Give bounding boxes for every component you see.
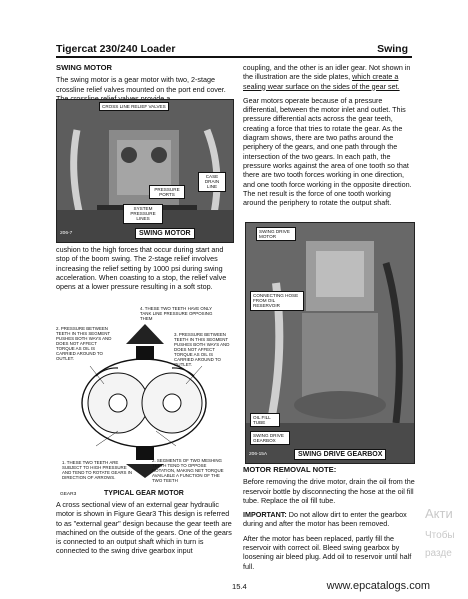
figure-number: 206-7 xyxy=(60,231,73,236)
section-heading: SWING MOTOR xyxy=(56,63,112,72)
gear-motor-diagram xyxy=(56,306,232,481)
swing-motor-photo xyxy=(56,99,234,243)
overlay-text: Чтобы xyxy=(425,530,455,541)
paragraph: Gear motors operate because of a pressure differential, between the motor inlet and outlet. This pressure differential acts across the gear teeth, creating a force that tries to rotate the gear. As the diagram shows, there are two paths around the periphery of the gears, and one path through the intersection of the two gears. In each path, the pressure works against the area of one tooth so that there are two tooth forces working in one direction, and one tooth force working in the opposite direction. The net result is the force of one tooth working around the periphery to rotate the output shaft. xyxy=(243,95,412,208)
gear-note-2a: 2. PRESSURE BETWEEN TEETH IN THIS SEGMENT PUSHES BOTH WAYS AND DOES NOT AFFECT TORQUE AS OIL IS CARRIED AROUND TO OUTLET. xyxy=(56,326,112,361)
paragraph xyxy=(243,63,413,91)
left-column-bottom xyxy=(56,500,234,561)
underlined-text: which create a sealing wear surface on the sides of the gear set. xyxy=(243,72,400,91)
paragraph: cushion to the high forces that occur during start and stop of the boom swing. The 2-stage relief involves increasing the relief setting by 1000 psi during swing acceleration. When coasting to a stop, the relief valve opens at a lower pressure resulting in a soft stop. xyxy=(56,245,227,292)
overlay-text: разде xyxy=(425,548,452,559)
header-rule xyxy=(56,56,412,58)
paragraph: After the motor has been replaced, partly fill the reservoir with correct oil. Bleed swing gearbox by loosening air bleed plug. Add oil to reservoir until half full. xyxy=(243,533,412,571)
page-number: 15.4 xyxy=(232,582,247,591)
figure-number: 206-15A xyxy=(249,452,268,457)
gear-note-2b: 2. SEGMENTS OF TWO MESHING TEETH TEND TO OPPOSE ROTATION, MAKING NET TORQUE AVAILABLE A FUNCTION OF THE TWO TEETH xyxy=(152,458,224,483)
callout-pressure-ports: PRESSURE PORTS xyxy=(149,185,185,199)
overlay-text: Акти xyxy=(425,506,453,521)
callout-oil-fill-tube: OIL FILL TUBE xyxy=(250,413,280,427)
callout-case-drain: CASE DRAIN LINE xyxy=(198,172,226,192)
callout-crossline-relief: CROSS LINE RELIEF VALVES xyxy=(99,102,169,111)
swing-drive-gearbox-photo xyxy=(245,222,415,464)
paragraph xyxy=(243,510,415,529)
header-title: Tigercat 230/240 Loader xyxy=(56,43,176,55)
section-heading: MOTOR REMOVAL NOTE: xyxy=(243,465,337,474)
callout-connecting-hose: CONNECTING HOSE FROM OIL RESERVOIR xyxy=(250,291,304,311)
gear-note-3: 3. PRESSURE BETWEEN TEETH IN THIS SEGMENT PUSHES BOTH WAYS AND DOES NOT AFFECT TORQUE AS OIL IS CARRIED AROUND TO OUTLET. xyxy=(174,332,230,367)
left-column-middle xyxy=(56,245,232,296)
figure-caption: SWING MOTOR xyxy=(135,228,195,239)
callout-system-lines: SYSTEM PRESSURE LINES xyxy=(123,204,163,224)
gear-note-4: 4. THESE TWO TEETH HAVE ONLY TANK LINE PRESSURE OPPOSING THEM xyxy=(140,306,213,321)
callout-gearbox: SWING DRIVE GEARBOX xyxy=(250,431,290,445)
right-column-bottom xyxy=(243,465,415,576)
important-text: Do not allow dirt to enter the gearbox during and after the motor has been removed. xyxy=(243,510,407,529)
paragraph: The swing motor is a gear motor with two, 2-stage crossline relief valves mounted on the port end cover. xyxy=(56,75,226,94)
paragraph: Before removing the drive motor, drain the oil from the reservoir bottle by disconnecting the hose at the oil fill tube. Replace the oil fill tube. xyxy=(243,477,415,505)
header-section: Swing xyxy=(377,43,408,55)
paragraph: A cross sectional view of an external gear hydraulic motor is shown in Figure Gear3 This design is referred to as "external gear" design because the gear teeth are machined on the outside of the gears. One of the gears is connected to an output shaft which in turn is connected to the swing drive gearbox input xyxy=(56,500,232,556)
figure-caption: TYPICAL GEAR MOTOR xyxy=(104,490,184,497)
paragraph-text: coupling, and the other is an idler gear. Not shown in the illustration are the side plates, xyxy=(243,63,411,82)
callout-drive-motor: SWING DRIVE MOTOR xyxy=(256,227,296,241)
right-column-top xyxy=(243,63,413,212)
important-label: IMPORTANT: xyxy=(243,510,287,520)
site-watermark: www.epcatalogs.com xyxy=(326,580,430,592)
gear-note-1: 1. THESE TWO TEETH ARE SUBJECT TO HIGH PRESSURE AND TEND TO ROTATE GEARS IN DIRECTION OF ARROWS. xyxy=(62,460,133,480)
figure-tag: GEAR3 xyxy=(60,492,77,497)
figure-caption: SWING DRIVE GEARBOX xyxy=(294,449,386,460)
